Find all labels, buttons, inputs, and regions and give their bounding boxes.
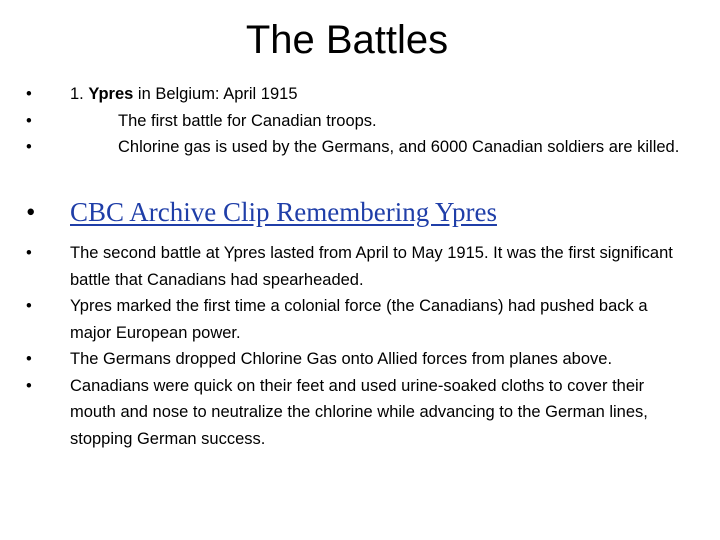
list-item — [26, 240, 686, 293]
bullet-marker: • — [26, 244, 32, 262]
bullet-marker: • — [26, 111, 32, 130]
item-text: in Belgium: April 1915 — [133, 85, 298, 103]
item-text: Canadians were quick on their feet and used urine-soaked cloths to cover their mouth and nose to neutralize the chlorine while advancing to the German lines, stopping German success. — [70, 376, 648, 448]
item-text: The Germans dropped Chlorine Gas onto Allied forces from planes above. — [70, 350, 613, 368]
bullet-marker: • — [26, 350, 32, 368]
bullet-marker: • — [26, 376, 32, 395]
list-item — [26, 293, 686, 346]
bullet-marker: • — [26, 197, 36, 227]
item-text: Chlorine gas is used by the Germans, and 6000 Canadian soldiers are killed. — [118, 138, 680, 156]
item-text: Ypres marked the first time a colonial force (the Canadians) had pushed back a major European power. — [70, 297, 648, 342]
bullet-marker: • — [26, 85, 32, 103]
list-item — [26, 195, 686, 229]
item-prefix: 1. — [70, 85, 89, 103]
intro-bullet-list — [26, 81, 686, 161]
bullet-marker: • — [26, 138, 32, 156]
item-text: The second battle at Ypres lasted from April to May 1915. It was the first significant battle that Canadians had spearheaded. — [70, 244, 673, 289]
list-item — [26, 346, 686, 373]
list-item — [26, 108, 686, 135]
item-text: The first battle for Canadian troops. — [118, 111, 377, 130]
list-item — [26, 81, 686, 108]
slide-title: The Battles — [245, 18, 449, 62]
list-item — [26, 134, 686, 161]
item-bold-term: Ypres — [88, 85, 134, 103]
cbc-archive-clip-link[interactable]: CBC Archive Clip Remembering Ypres — [70, 197, 497, 227]
list-item — [26, 373, 686, 453]
bullet-marker: • — [26, 297, 32, 315]
details-bullet-list — [26, 240, 686, 452]
link-bullet-list — [26, 195, 686, 229]
